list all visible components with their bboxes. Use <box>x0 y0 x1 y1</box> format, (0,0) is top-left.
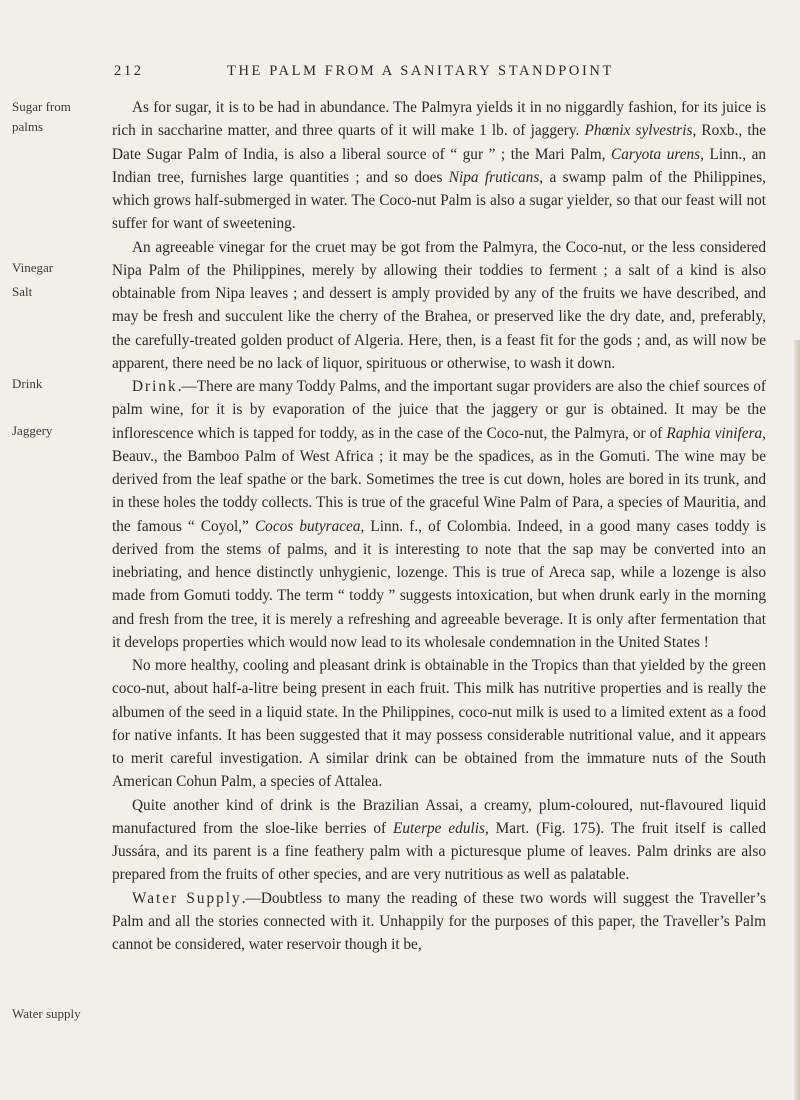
margin-note-jaggery: Jaggery <box>12 423 53 438</box>
margin-note-vinegar: Vinegar <box>12 260 54 275</box>
page-edge-shadow <box>794 340 800 1100</box>
paragraph-vinegar-salt: An agreeable vinegar for the cruet may be got from the Palmyra, the Coco-nut, or the less considered Nipa Palm of the Philippines, merely by allowing their toddies to ferment ; a salt of a kind is also obtainable from Nipa leaves ; and dessert is amply provided by any of the fruits we have described, and may be fresh and succulent like the cherry of the Brahea, or preserved like the dry date, and, preferably, the carefully-treated golden product of Algeria. Here, then, is a feast fit for the gods ; and, as will now be apparent, there need be no lack of liquor, spirituous or otherwise, to wash it down. <box>112 238 766 372</box>
paragraph-water-supply: Water Supply.—Doubtless to many the reading of these two words will suggest the Traveller’s Palm and all the stories connected with it. Unhappily for the purposes of this paper, the Traveller’s Palm cannot be considered, water reservoir though it be, <box>112 889 767 953</box>
paragraph-coconut-milk: No more healthy, cooling and pleasant drink is obtainable in the Tropics than that yielded by the green coco-nut, about half-a-litre being present in each fruit. This milk has nutritive properties and is really the albumen of the seed in a liquid state. In the Philippines, coco-nut milk is used to a limited extent as a food for native infants. It has been suggested that it may possess considerable nutritional value, and it appears to merit careful investigation. A similar drink can be obtained from the immature nuts of the South American Cohun Palm, a species of Attalea. <box>112 657 766 791</box>
page-number: 212 <box>114 63 144 79</box>
margin-note-sugar: Sugar from palms <box>12 99 71 134</box>
paragraph-assai: Quite another kind of drink is the Brazilian Assai, a creamy, plum-coloured, nut-flavoured liquid manufactured from the sloe-like berries of Euterpe edulis, Mart. (Fig. 175). The fruit itself is called Jussára, and its parent is a fine feathery palm with a picturesque plume of leaves. Palm drinks are also prepared from the fruits of other species, and are very nutritious as well as palatable. <box>112 796 766 884</box>
margin-note-water-supply: Water supply <box>12 1006 81 1021</box>
body-text <box>112 96 766 956</box>
running-title: THE PALM FROM A SANITARY STANDPOINT <box>227 63 614 79</box>
margin-note-drink: Drink <box>12 376 43 391</box>
paragraph-sugar: As for sugar, it is to be had in abundance. The Palmyra yields it in no niggardly fashion, for its juice is rich in saccharine matter, and three quarts of it will make 1 lb. of jaggery. Phœnix sylvestris, Roxb., the Date Sugar Palm of India, is also a liberal source of “ gur ” ; the Mari Palm, Caryota urens, Linn., an Indian tree, furnishes large quantities ; and so does Nipa fruticans, a swamp palm of the Philippines, which grows half-submerged in water. The Coco-nut Palm is also a sugar yielder, so that our feast will not suffer for want of sweetening. <box>112 99 767 233</box>
margin-note-salt: Salt <box>12 284 33 299</box>
paragraph-drink: Drink.—There are many Toddy Palms, and the important sugar providers are also the chief sources of palm wine, for it is by evaporation of the juice that the jaggery or gur is obtained. It may be the inflorescence which is tapped for toddy, as in the case of the Coco-nut, the Palmyra, or of Raphia vinifera, Beauv., the Bamboo Palm of West Africa ; it may be the spadices, as in the Gomuti. The wine may be derived from the leaf spathe or the bark. Sometimes the tree is cut down, holes are bored in its trunk, and in these holes the toddy collects. This is true of the graceful Wine Palm of Para, a species of Mauritia, and the famous “ Coyol,” Cocos butyracea, Linn. f., of Colombia. Indeed, in a good many cases toddy is derived from the stems of palms, and it is interesting to note that the sap may be converted into an inebriating, and hence distinctly unhygienic, lozenge. This is true of Areca sap, while a lozenge is also made from Gomuti toddy. The term “ toddy ” suggests intoxication, but when drunk early in the morning and fresh from the tree, it is merely a refreshing and agreeable beverage. It is only after fermentation that it develops properties which would now lead to its wholesale condemnation in the United States ! <box>112 378 766 651</box>
